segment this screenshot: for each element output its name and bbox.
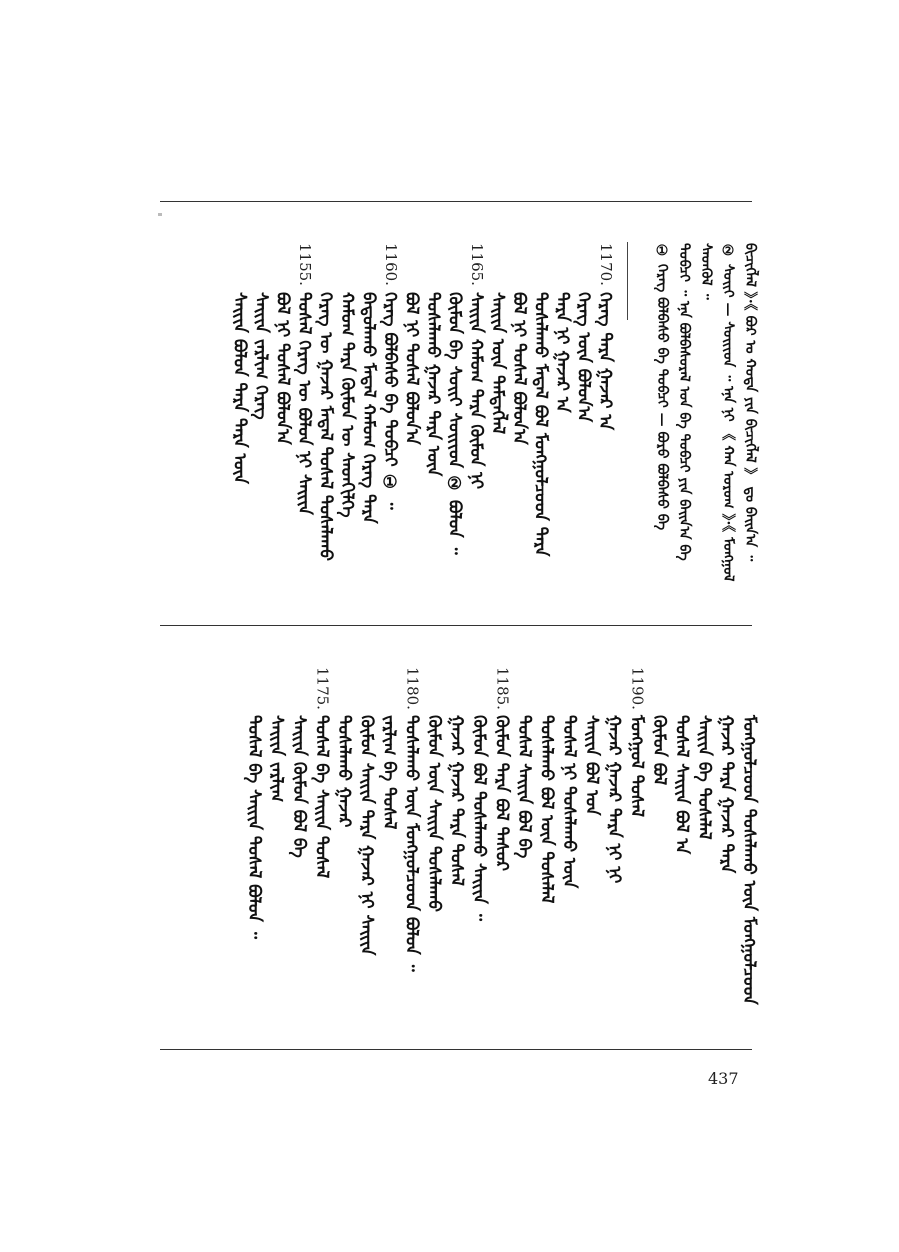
page-number: 437 [708, 1069, 739, 1088]
bottom-rule [160, 1049, 752, 1050]
verse-line: ᠭᠠᠵᠠᠷ ᠭᠠᠵᠠᠷ ᠲᠡᠷᠡ ᠲᠤᠰᠠᠯ [446, 715, 467, 886]
verse-line: ᠪᠠᠲᠤᠯᠠᠬᠤ ᠮᠠᠲᠠᠯ ᠬᠠᠮᠤᠭ ᠬᠡᠷᠡᠭ ᠲᠡᠷᠡ [358, 292, 379, 524]
verse-line: ᠲᠤᠰᠠᠯᠠᠬᠤ ᠭᠠᠵᠠᠷ ᠲᠡᠷᠡ ᠦᠨ [423, 292, 443, 477]
verse-line: ᠲᠤᠰᠠᠯᠠᠬᠤ ᠭᠠᠵᠠᠷ [334, 715, 354, 828]
line-number: 1165. [468, 243, 486, 286]
verse-line: ᠬᠦᠮᠦᠨ ᠪᠣᠯ ᠲᠤᠰᠠᠯᠠᠬᠤ ᠰᠠᠢᠢᠨ ᠃ [469, 715, 489, 921]
verse-line: ᠰᠠᠢᠢᠨ ᠵᠠᠷᠯᠢᠭ [266, 715, 287, 803]
verse-line: ᠲᠤᠰᠠᠯ ᠪᠠ ᠰᠠᠢᠢᠨ ᠲᠤᠰᠠᠯ ᠪᠣᠯᠤᠨ ᠃ [244, 715, 264, 939]
verse-line: ᠲᠤᠰᠠᠯᠠᠬᠤ ᠮᠠᠲᠠᠯ ᠪᠣᠯ ᠮᠣᠩᠭᠣᠯᠴᠤᠳ ᠲᠡᠷᠡ [530, 292, 551, 557]
verse-line: ᠲᠤᠰᠠᠯᠠᠬᠤ ᠪᠣᠯ ᠦᠨ ᠲᠤᠰᠠᠯᠠᠯ [536, 715, 557, 904]
verse-line: ᠬᠦᠮᠦᠨ ᠰᠠᠢᠢᠨ ᠲᠡᠷᠡ ᠭᠠᠵᠠᠷ ᠨᠢ ᠰᠠᠢᠢᠨ [356, 715, 377, 956]
verse-line: ᠲᠡᠷᠡ ᠨᠢ ᠭᠠᠵᠠᠷ ᠠ [552, 292, 572, 413]
verse-line: ᠰᠠᠢᠢᠨ ᠬᠦᠮᠦᠨ ᠪᠣᠯ ᠪᠠ [289, 715, 309, 858]
verse-line: ᠰᠠᠢᠢᠨ ᠦᠨ ᠲᠡᠮᠳᠡᠭᠯᠡᠯ [487, 292, 508, 435]
verse-line: ᠲᠤᠰᠠᠯ ᠬᠡᠷᠡᠭ ᠦ ᠪᠣᠯᠤᠨ ᠨᠢ ᠰᠠᠢᠢᠨ [294, 292, 314, 515]
verse-line: ᠬᠦᠮᠦᠨ ᠲᠡᠷᠡ ᠪᠣᠯ ᠲᠠᠰᠤᠷ [491, 715, 512, 871]
verse-line: ᠮᠣᠩᠭᠣᠯᠴᠤᠳ ᠲᠤᠰᠠᠯᠠᠬᠤ ᠦᠨ ᠮᠣᠩᠭᠣᠯᠴᠤᠳ [739, 715, 759, 1005]
verse-line: ᠬᠠᠮᠤᠭ ᠲᠡᠷᠡ ᠬᠦᠮᠦᠨ ᠦ ᠰᠡᠳᠬᠢᠯᠭᠡ [337, 292, 357, 518]
verse-line: ᠰᠠᠢᠢᠨ ᠬᠠᠮᠤᠭ ᠲᠡᠷᠡ ᠬᠦᠮᠦᠨ ᠨᠢ [466, 292, 486, 490]
line-number: 1160. [382, 243, 400, 286]
verse-line: ᠲᠤᠰᠠᠯ ᠪᠠ ᠰᠠᠢᠢᠨ ᠲᠤᠰᠠᠯ [311, 715, 332, 879]
line-number: 1155. [296, 243, 314, 286]
footnote-line: ᠪᠢᠴᠢᠭᠯᠡᠯ 》·《 ᠪᠣᠷ ᠣ ᠬᠣᠲᠠ ᠶᠢᠨ ᠪᠢᠴᠢᠭᠯᠡᠯ 》 ᠳᠤ ᠪᠠᠢᠨ᠎ᠠ ᠃ [742, 243, 758, 562]
verse-line: ᠪᠣᠯ ᠨᠢ ᠲᠤᠰᠠᠯ ᠪᠣᠯᠤᠨ᠎ᠠ [401, 292, 422, 445]
line-number: 1190. [628, 667, 647, 710]
verse-line: ᠲᠤᠰᠠᠯ ᠨᠢ ᠲᠤᠰᠠᠯᠠᠬᠤ ᠦᠨ [559, 715, 579, 889]
line-number: 1180. [403, 667, 422, 710]
verse-line: ᠰᠠᠢᠢᠨ ᠪᠣᠯᠤᠨ ᠲᠡᠷᠡ ᠲᠡᠷᠡ ᠦᠨ [229, 292, 250, 484]
verse-line: ᠰᠠᠢᠢᠨ ᠵᠠᠷᠯᠢᠭ ᠬᠡᠷᠡᠭ [251, 292, 271, 420]
verse-line: ᠰᠠᠢᠢᠨ ᠪᠣᠯ ᠤᠨ [581, 715, 602, 816]
verse-line: ᠰᠠᠢᠢᠨ ᠪᠠ ᠲᠤᠰᠠᠯᠠᠯ [694, 715, 714, 840]
scan-speck [158, 213, 162, 216]
verse-line: ᠮᠣᠩᠭᠣᠯ ᠲᠤᠰᠠᠯ [626, 715, 647, 818]
verse-line: ᠬᠡᠷᠡᠭ ᠲᠡᠷᠡ ᠭᠠᠵᠠᠷ ᠠ [595, 292, 615, 431]
verse-line: ᠭᠠᠵᠠᠷ ᠲᠡᠷᠡ ᠭᠠᠵᠠᠷ ᠲᠡᠷᠡ [716, 715, 737, 874]
top-rule [160, 201, 752, 202]
verse-line: ᠪᠣᠯ ᠨᠢ ᠲᠤᠰᠠᠯ ᠪᠣᠯᠤᠨ᠎ᠠ [509, 292, 529, 445]
footnote-line: ① ᠬᠡᠷᠡᠭ ᠪᠣᠯᠪᠠᠰᠤ ᠪᠠ ᠲᠣᠪᠴᠢ — ᠪᠣᠷᠣ ᠪᠣᠯᠪᠠᠰᠤ ᠪᠠ [654, 243, 670, 531]
verse-line: ᠬᠦᠮᠦᠨ ᠦᠨ ᠰᠠᠢᠢᠨ ᠲᠤᠰᠠᠯᠠᠬᠤ [424, 715, 444, 912]
verse-line: ᠲᠤᠰᠠᠯ ᠰᠠᠢᠢᠨ ᠪᠣᠯ ᠠ [671, 715, 692, 855]
verse-line: ᠬᠡᠷᠡᠭ ᠪᠣᠯᠪᠠᠰᠤ ᠪᠠ ᠲᠣᠪᠴᠢ ① ᠃ [380, 292, 400, 510]
line-number: 1170. [597, 243, 615, 286]
verse-line: ᠲᠤᠰᠠᠯ ᠰᠠᠢᠢᠨ ᠪᠣᠯ ᠪᠠ [514, 715, 534, 859]
footnote-line: ᠰᠡᠳᠬᠦᠯ ᠃ [698, 243, 714, 300]
line-number: 1185. [493, 667, 512, 710]
verse-line: ᠪᠣᠯ ᠨᠢ ᠲᠤᠰᠠᠯ ᠪᠣᠯᠤᠨ᠎ᠠ [272, 292, 293, 445]
verse-line: ᠵᠠᠷᠯᠢᠭ ᠪᠠ ᠲᠤᠰᠠᠯ [379, 715, 399, 830]
footnote-line: ② ᠰᠤᠢᠢ — ᠰᠣᠢᠢᠳ ᠃ ᠡᠨᠡ ᠨᠢ 《 ᠬᠠᠨ ᠣᠷᠤᠭ 》·《 ᠮᠣᠩᠭᠣᠯ [720, 243, 736, 582]
verse-line: ᠲᠤᠰᠠᠯᠠᠬᠤ ᠦᠨ ᠮᠣᠩᠭᠣᠯᠴᠤᠳ ᠪᠣᠯᠤᠨ ᠃ [401, 715, 422, 972]
verse-line: ᠬᠡᠷᠡᠭ ᠦ ᠭᠠᠵᠠᠷ ᠮᠠᠲᠠᠯ ᠲᠤᠰᠠᠯ ᠲᠤᠰᠠᠯᠠᠬᠤ [315, 292, 336, 561]
verse-line: ᠬᠦᠮᠦᠨ ᠪᠣᠯ [649, 715, 669, 786]
footnote-line: ᠲᠣᠪᠴᠢ ᠃ ᠡᠨᠡ ᠪᠣᠯᠪᠠᠰᠤᠷᠠᠯ ᠤᠨ ᠪᠠ ᠲᠣᠪᠴᠢ ᠶᠢᠨ ᠪᠠᠢᠨ᠎ᠠ ᠪᠠ [676, 243, 692, 561]
verse-line: ᠭᠠᠵᠠᠷ ᠭᠠᠵᠠᠷ ᠲᠡᠷᠡ ᠨᠢ ᠨᠢ [604, 715, 624, 884]
verse-line: ᠬᠡᠷᠡᠭ ᠦᠨ ᠪᠣᠯᠤᠨ᠎ᠠ [573, 292, 594, 423]
verse-line: ᠬᠦᠮᠦᠨ ᠪᠡ ᠰᠤᠢᠢ ᠰᠣᠢᠢᠳ ② ᠪᠣᠯᠤᠨ ᠃ [444, 292, 465, 555]
line-number: 1175. [313, 667, 332, 710]
footnote-separator [627, 242, 628, 320]
middle-rule [160, 625, 752, 626]
